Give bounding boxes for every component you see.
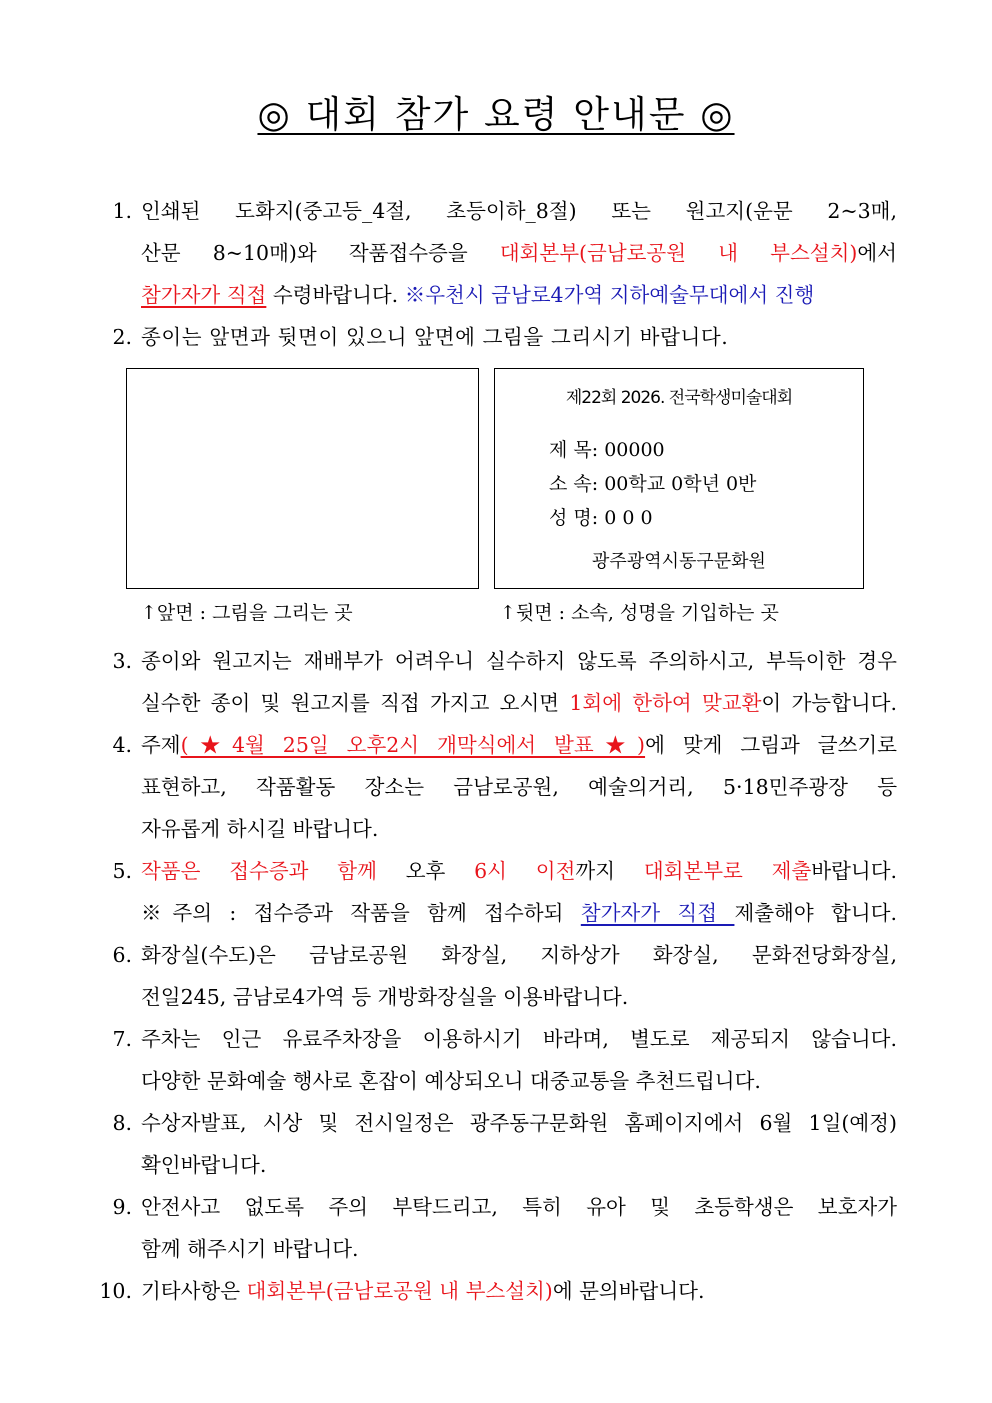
item-text: 주차는 인근 유료주차장을 이용하시기 바라며, 별도로 제공되지 않습니다. bbox=[141, 1027, 897, 1051]
card-title-row: 제 목: 00000 bbox=[549, 439, 665, 461]
page-title: ◎ 대회 참가 요령 안내문 ◎ bbox=[257, 93, 735, 136]
item-number: 1. bbox=[112, 199, 132, 223]
item-text: 함께 해주시기 바랍니다. bbox=[141, 1237, 359, 1261]
card-footer: 광주광역시동구문화원 bbox=[592, 551, 766, 572]
item-text: 다양한 문화예술 행사로 혼잡이 예상되오니 대중교통을 추천드립니다. bbox=[141, 1069, 761, 1093]
item-text: 작품은 접수증과 함께 오후 6시 이전까지 대회본부로 제출바랍니다. bbox=[141, 859, 897, 883]
item-number: 10. bbox=[99, 1279, 132, 1303]
item-text: ※주의 : 접수증과 작품을 함께 접수하되 참가자가 직접 제출해야 합니다. bbox=[141, 901, 897, 925]
item-number: 7. bbox=[112, 1027, 132, 1051]
item-text: 주제(★4월 25일 오후2시 개막식에서 발표★)에 맞게 그림과 글쓰기로 bbox=[141, 733, 897, 757]
item-text: 표현하고, 작품활동 장소는 금남로공원, 예술의거리, 5·18민주광장 등 bbox=[141, 775, 897, 799]
item-text: 종이는 앞면과 뒷면이 있으니 앞면에 그림을 그리시기 바랍니다. bbox=[141, 325, 729, 349]
item-text: 확인바랍니다. bbox=[141, 1153, 267, 1177]
item-text: 수상자발표, 시상 및 전시일정은 광주동구문화원 홈페이지에서 6월 1일(예정) bbox=[141, 1111, 897, 1135]
back-caption: ↑뒷면 : 소속, 성명을 기입하는 곳 bbox=[500, 602, 779, 624]
item-number: 2. bbox=[112, 325, 132, 349]
item-number: 9. bbox=[112, 1195, 132, 1219]
item-text: 인쇄된 도화지(중고등_4절, 초등이하_8절) 또는 원고지(운문 2~3매, bbox=[141, 199, 897, 223]
item-text: 전일245, 금남로4가역 등 개방화장실을 이용바랍니다. bbox=[141, 985, 629, 1009]
item-number: 8. bbox=[112, 1111, 132, 1135]
back-side-box bbox=[494, 368, 864, 589]
front-side-box bbox=[126, 368, 479, 589]
item-text: 기타사항은 대회본부(금남로공원 내 부스설치)에 문의바랍니다. bbox=[141, 1279, 705, 1303]
front-caption: ↑앞면 : 그림을 그리는 곳 bbox=[141, 602, 353, 624]
item-text: 자유롭게 하시길 바랍니다. bbox=[141, 817, 379, 841]
card-affiliation-row: 소 속: 00학교 0학년 0반 bbox=[549, 473, 757, 495]
item-number: 6. bbox=[112, 943, 132, 967]
item-number: 5. bbox=[112, 859, 132, 883]
card-heading: 제22회 2026. 전국학생미술대회 bbox=[565, 388, 793, 408]
item-text: 종이와 원고지는 재배부가 어려우니 실수하지 않도록 주의하시고, 부득이한 경우 bbox=[141, 649, 897, 673]
item-text: 참가자가 직접 수령바랍니다. ※우천시 금남로4가역 지하예술무대에서 진행 bbox=[141, 283, 815, 307]
item-text: 산문 8~10매)와 작품접수증을 대회본부(금남로공원 내 부스설치)에서 bbox=[141, 241, 897, 265]
item-number: 3. bbox=[112, 649, 132, 673]
item-text: 실수한 종이 및 원고지를 직접 가지고 오시면 1회에 한하여 맞교환이 가능합니다. bbox=[141, 691, 897, 715]
item-text: 안전사고 없도록 주의 부탁드리고, 특히 유아 및 초등학생은 보호자가 bbox=[141, 1195, 897, 1219]
item-text: 화장실(수도)은 금남로공원 화장실, 지하상가 화장실, 문화전당화장실, bbox=[141, 943, 897, 967]
item-number: 4. bbox=[112, 733, 132, 757]
card-name-row: 성 명: 0 0 0 bbox=[549, 507, 653, 529]
